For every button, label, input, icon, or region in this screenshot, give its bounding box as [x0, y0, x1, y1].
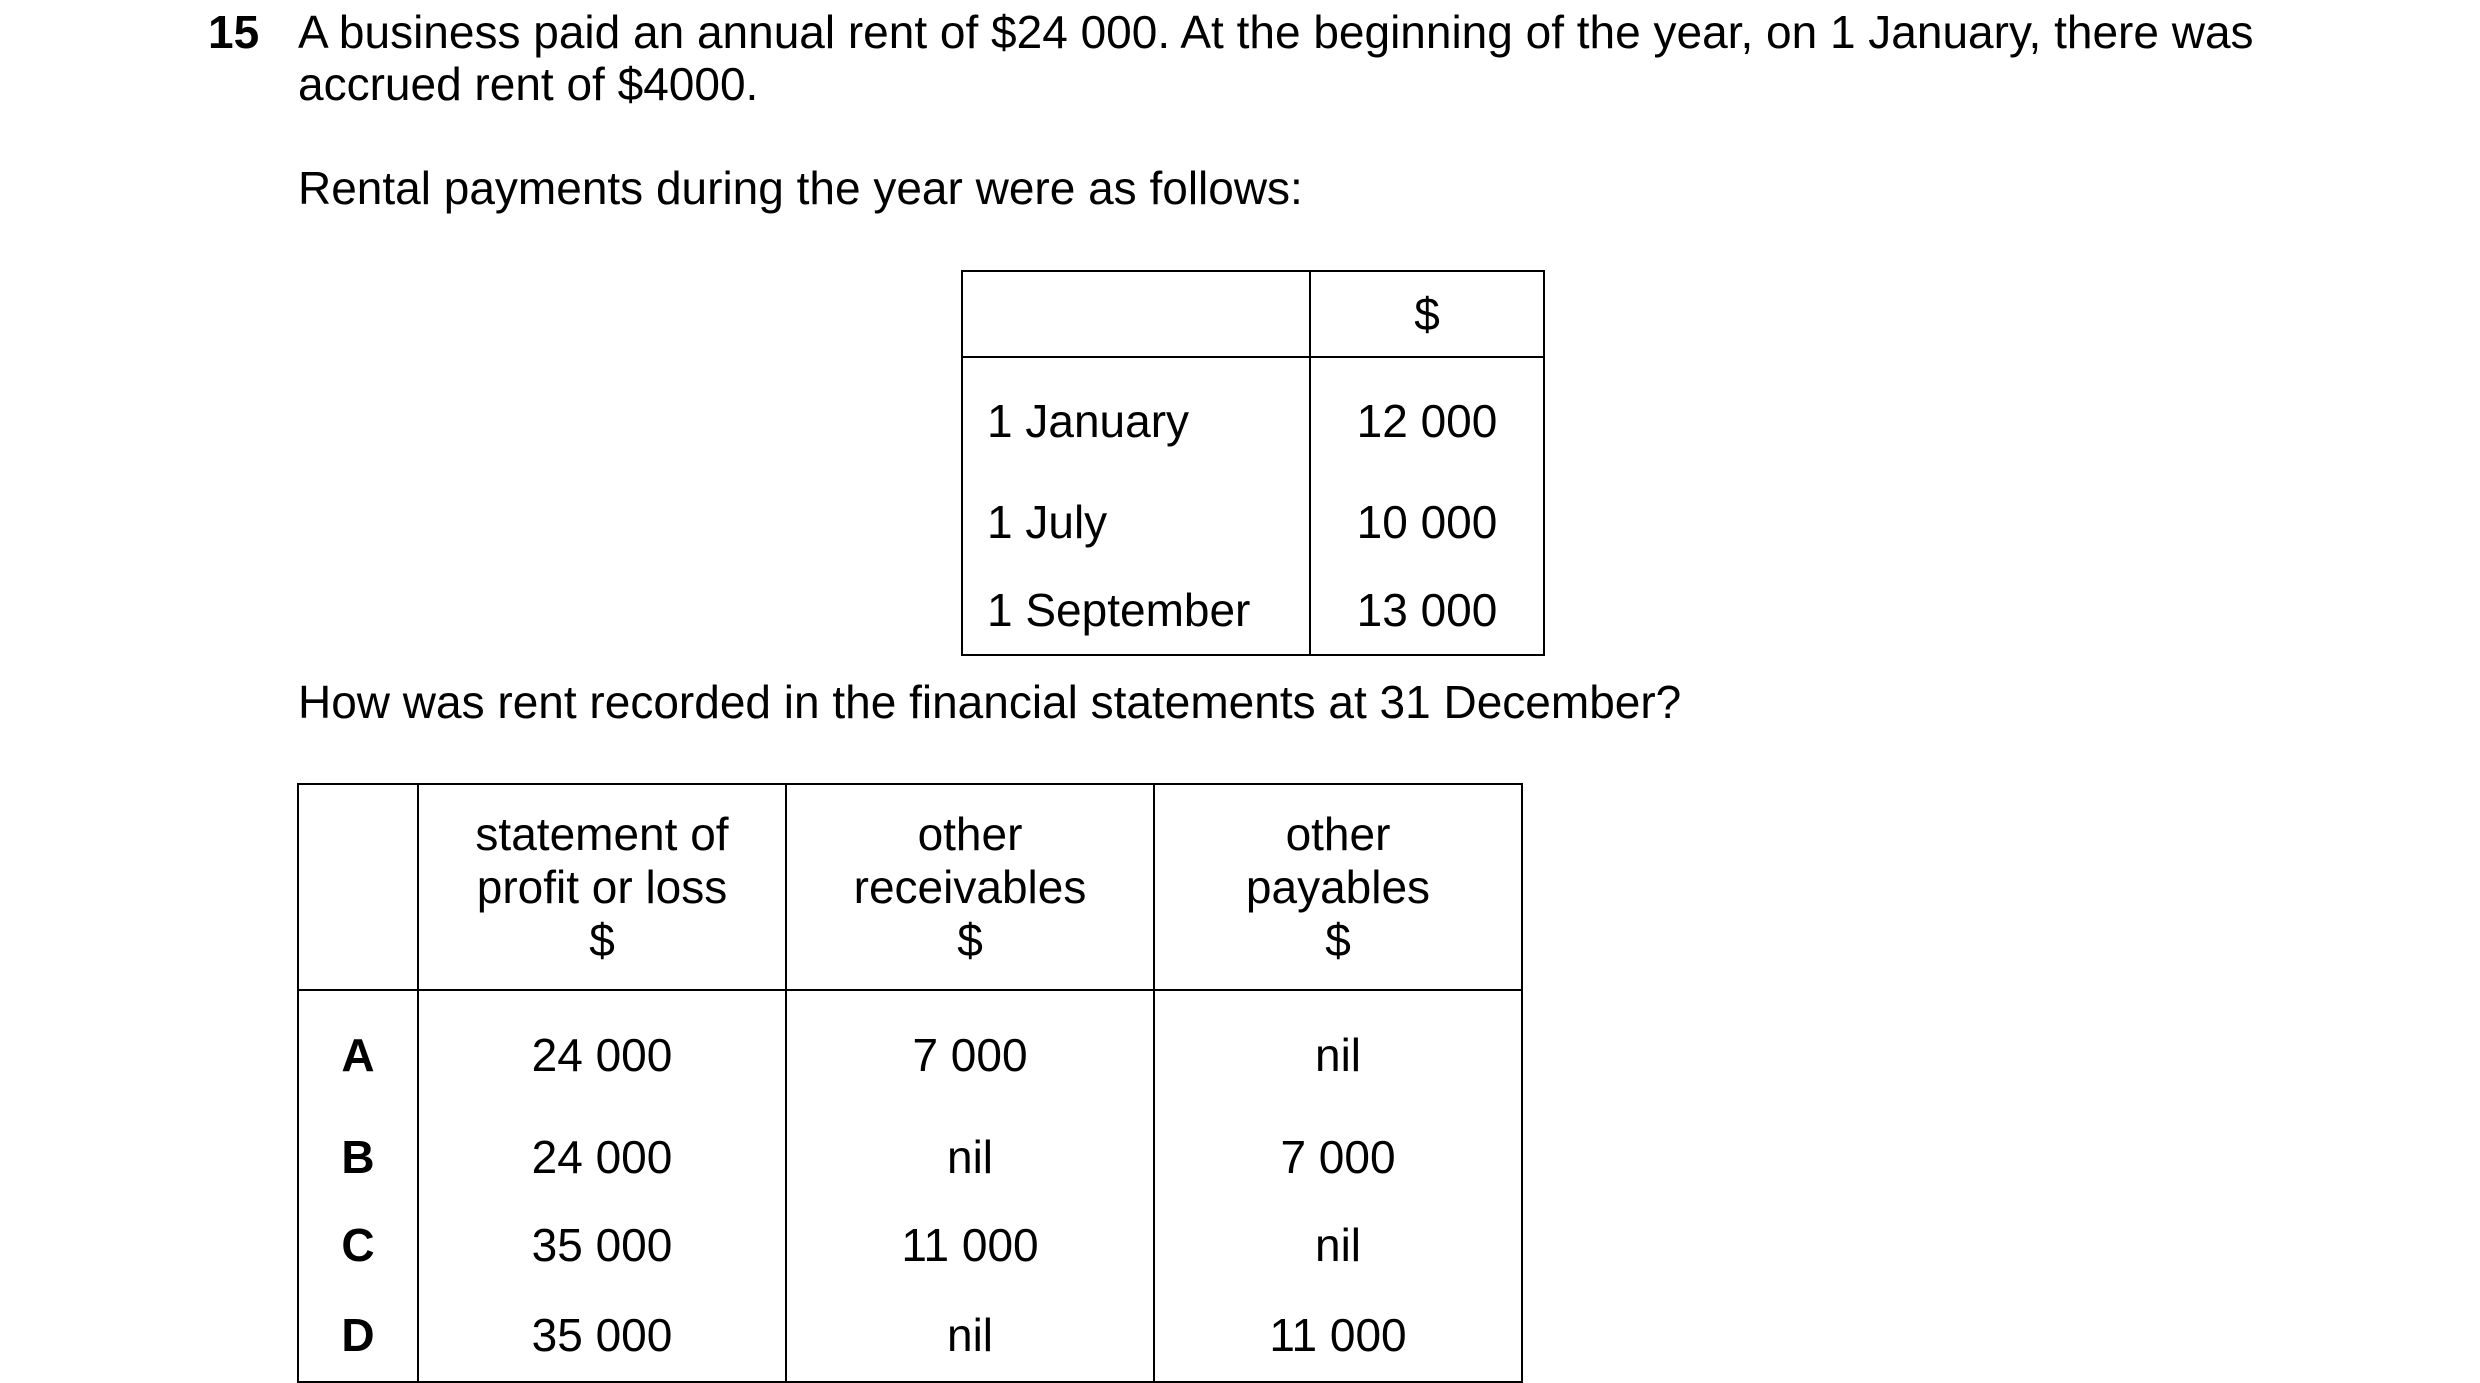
- payment-amount: 13 000: [1310, 566, 1544, 655]
- option-receivables: nil: [786, 1289, 1154, 1382]
- payment-date: 1 January: [962, 357, 1310, 478]
- table-header-row: [298, 784, 1522, 990]
- header-line: payables: [1245, 860, 1431, 913]
- payment-amount: 10 000: [1310, 478, 1544, 566]
- table-row: [298, 990, 1522, 1113]
- table-row: [962, 357, 1544, 478]
- rental-payments-table: [961, 270, 1545, 656]
- question-prompt: How was rent recorded in the financial statements at 31 December?: [298, 676, 1682, 728]
- table-row: [298, 1289, 1522, 1382]
- option-receivables: 11 000: [786, 1201, 1154, 1289]
- header-line: $: [1325, 913, 1351, 966]
- option-key: D: [298, 1289, 418, 1382]
- table-row: [962, 566, 1544, 655]
- header-profit-or-loss: [418, 784, 786, 990]
- header-line: $: [957, 913, 983, 966]
- table-header-row: [962, 271, 1544, 357]
- header-line: receivables: [853, 860, 1087, 913]
- option-key: C: [298, 1201, 418, 1289]
- header-cell-date: [962, 271, 1310, 357]
- payment-date: 1 July: [962, 478, 1310, 566]
- header-line: $: [589, 913, 615, 966]
- option-payables: 7 000: [1154, 1113, 1522, 1201]
- option-key: B: [298, 1113, 418, 1201]
- option-payables: nil: [1154, 1201, 1522, 1289]
- header-line: profit or loss: [476, 860, 728, 913]
- option-payables: nil: [1154, 990, 1522, 1113]
- header-line: other: [917, 807, 1023, 860]
- option-key: A: [298, 990, 418, 1113]
- option-profit-or-loss: 24 000: [418, 1113, 786, 1201]
- option-payables: 11 000: [1154, 1289, 1522, 1382]
- option-profit-or-loss: 24 000: [418, 990, 786, 1113]
- payment-amount: 12 000: [1310, 357, 1544, 478]
- header-other-payables: [1154, 784, 1522, 990]
- option-receivables: nil: [786, 1113, 1154, 1201]
- question-stem: A business paid an annual rent of $24 000. At the beginning of the year, on 1 January, there was accrued rent of $4000.: [298, 6, 2254, 110]
- table-row: [298, 1113, 1522, 1201]
- header-cell-currency: $: [1310, 271, 1544, 357]
- option-receivables: 7 000: [786, 990, 1154, 1113]
- payments-intro: Rental payments during the year were as follows:: [298, 162, 1303, 214]
- header-line: statement of: [475, 807, 729, 860]
- header-other-receivables: [786, 784, 1154, 990]
- header-cell-key: [298, 784, 418, 990]
- option-profit-or-loss: 35 000: [418, 1201, 786, 1289]
- option-profit-or-loss: 35 000: [418, 1289, 786, 1382]
- answer-options-table: [297, 783, 1523, 1383]
- header-line: other: [1285, 807, 1391, 860]
- table-row: [298, 1201, 1522, 1289]
- question-number: 15: [208, 6, 260, 58]
- table-row: [962, 478, 1544, 566]
- payment-date: 1 September: [962, 566, 1310, 655]
